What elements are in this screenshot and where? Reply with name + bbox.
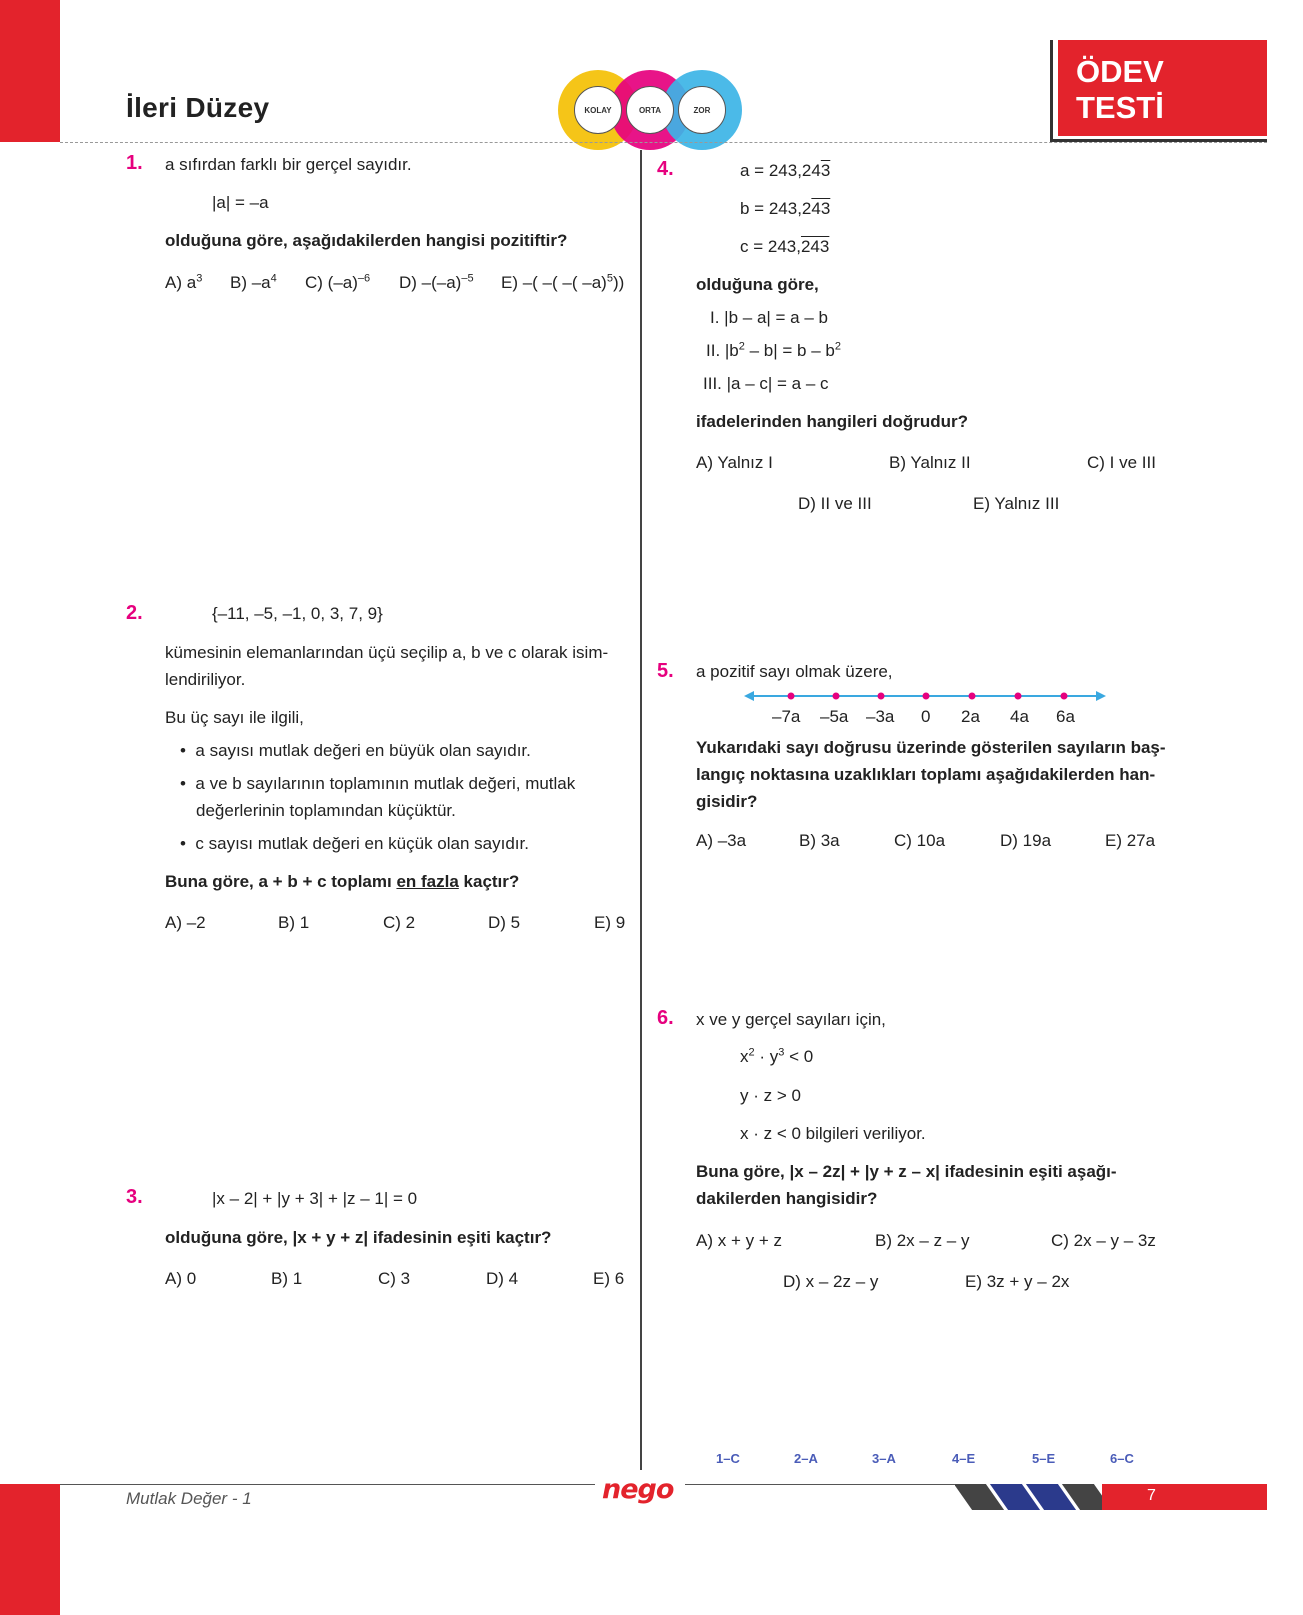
question-4-option-b[interactable]: B) Yalnız II [889,453,971,472]
question-1-intro: a sıfırdan farklı bir gerçel sayıdır. [165,155,412,174]
footer-line-left [60,1484,595,1485]
answer-key-6: 6–C [1110,1451,1134,1466]
question-2-lead: Bu üç sayı ile ilgili, [165,708,304,727]
question-1-option-e[interactable]: E) –( –( –( –a)$^5$)) [501,272,625,292]
footer-subject: Mutlak Değer - 1 [126,1489,252,1508]
question-3-option-a[interactable]: A) 0 [165,1269,197,1288]
question-4-option-a[interactable]: A) Yalnız I [696,453,773,472]
question-5-option-b[interactable]: B) 3a [799,831,840,850]
question-5-number: 5. [657,660,674,682]
publisher-logo: nego [602,1474,674,1505]
question-1-option-b[interactable]: B) $-a^4$ [230,272,277,292]
number-line-point [969,693,976,700]
level-easy: KOLAY [574,86,622,134]
level-hard: ZOR [678,86,726,134]
question-4-value-a: a = 243,243 [740,161,831,180]
number-line-left-arrow [744,691,754,701]
left-red-bar-top [0,0,60,142]
question-2-bullet-1: • a sayısı mutlak değeri en büyük olan sayıdır. [180,741,531,760]
question-4-lead: olduğuna göre, [696,275,819,294]
answer-key-3: 3–A [872,1451,896,1466]
question-2-number: 2. [126,602,143,624]
question-5-text-1: Yukarıdaki sayı doğrusu üzerinde gösterilen sayıların baş- [696,738,1166,757]
number-line-point [1015,693,1022,700]
question-4-option-d[interactable]: D) II ve III [798,494,872,513]
difficulty-indicator [558,70,718,150]
question-2-option-c[interactable]: C) 2 [383,913,416,932]
question-1-equation: |a| = –a [212,193,269,212]
question-4-option-c[interactable]: C) I ve III [1087,453,1156,472]
answer-key-1: 1–C [716,1451,740,1466]
question-2-option-e[interactable]: E) 9 [594,913,626,932]
question-4-text: ifadelerinden hangileri doğrudur? [696,412,969,431]
question-4-statement-1: I. |b – a| = a – b [710,308,828,327]
homework-badge [1058,40,1267,136]
number-line-label: 0 [921,707,931,726]
page-title: İleri Düzey [126,92,270,123]
answer-key-4: 4–E [952,1451,976,1466]
page-number-box [1102,1484,1267,1510]
footer-line-right [685,1484,955,1485]
question-1-text: olduğuna göre, aşağıdakilerden hangisi pozitiftir? [165,231,568,250]
question-2-set: {–11, –5, –1, 0, 3, 7, 9} [212,604,383,623]
question-5-text-2: langıç noktasına uzaklıkları toplamı aşağıdakilerden han- [696,765,1156,784]
number-line-point [833,693,840,700]
question-2-option-a[interactable]: A) –2 [165,913,206,932]
question-6-option-c[interactable]: C) 2x – y – 3z [1051,1231,1156,1250]
column-divider [640,150,642,1470]
question-5-intro: a pozitif sayı olmak üzere, [696,662,893,681]
question-3-option-d[interactable]: D) 4 [486,1269,519,1288]
question-6-condition-1: $x^2 \cdot y^3 < 0$ [740,1046,814,1066]
question-6-text-1: Buna göre, |x – 2z| + |y + z – x| ifadesinin eşiti aşağı- [696,1162,1117,1181]
question-6-condition-3: x · z < 0 bilgileri veriliyor. [740,1124,926,1143]
number-line-point [788,693,795,700]
question-4-number: 4. [657,158,674,180]
question-2-intro-1: kümesinin elemanlarından üçü seçilip a, b ve c olarak isim- [165,643,609,662]
number-line [740,684,1110,708]
level-medium: ORTA [626,86,674,134]
footer-stripes [955,1484,1115,1520]
question-6-option-d[interactable]: D) x – 2z – y [783,1272,879,1291]
question-5-option-d[interactable]: D) 19a [1000,831,1052,850]
number-line-right-arrow [1096,691,1106,701]
bullet-icon: • [180,774,196,793]
question-4-value-c: c = 243,243 [740,237,830,256]
badge-line-1: ÖDEV [1076,54,1164,89]
question-5-option-c[interactable]: C) 10a [894,831,946,850]
question-3-equation: |x – 2| + |y + 3| + |z – 1| = 0 [212,1189,418,1208]
question-4-option-e[interactable]: E) Yalnız III [973,494,1060,513]
question-2-bullet-3: • c sayısı mutlak değeri en küçük olan sayıdır. [180,834,529,853]
question-1-number: 1. [126,152,143,174]
question-3-option-b[interactable]: B) 1 [271,1269,303,1288]
question-6-number: 6. [657,1007,674,1029]
number-line-label: –5a [820,707,849,726]
page-number: 7 [1147,1487,1156,1504]
bullet-icon: • [180,741,196,760]
question-3-number: 3. [126,1186,143,1208]
number-line-point [923,693,930,700]
question-4-statement-2: II. $|b^2 - b| = b - b^2$ [706,340,841,360]
answer-key-2: 2–A [794,1451,818,1466]
number-line-label: –7a [772,707,801,726]
answer-key-5: 5–E [1032,1451,1056,1466]
question-5-text-3: gisidir? [696,792,758,811]
question-3-text: olduğuna göre, |x + y + z| ifadesinin eşiti kaçtır? [165,1228,552,1247]
question-2-text: Buna göre, a + b + c toplamı en fazla kaçtır? [165,872,520,891]
question-2-bullet-2: • a ve b sayılarının toplamının mutlak değeri, mutlak [180,774,576,793]
question-4-value-b: b = 243,243 [740,199,831,218]
number-line-label: 6a [1056,707,1075,726]
question-2-option-b[interactable]: B) 1 [278,913,310,932]
question-1-option-c[interactable]: C) $(-a)^{-6}$ [305,272,371,292]
question-3-option-e[interactable]: E) 6 [593,1269,625,1288]
question-2-bullet-2-cont: değerlerinin toplamından küçüktür. [196,801,456,820]
left-red-bar-bottom [0,1484,60,1615]
question-4-statement-3: III. |a – c| = a – c [703,374,829,393]
number-line-point [878,693,885,700]
badge-line-2: TESTİ [1076,90,1164,125]
bullet-icon: • [180,834,196,853]
question-6-condition-2: y · z > 0 [740,1086,801,1105]
question-5-option-a[interactable]: A) –3a [696,831,747,850]
header-divider [60,142,1267,143]
number-line-point [1061,693,1068,700]
question-6-intro: x ve y gerçel sayıları için, [696,1010,886,1029]
question-6-option-e[interactable]: E) 3z + y – 2x [965,1272,1070,1291]
question-5-option-e[interactable]: E) 27a [1105,831,1156,850]
number-line-label: –3a [866,707,895,726]
question-2-intro-2: lendiriliyor. [165,670,246,689]
question-6-option-b[interactable]: B) 2x – z – y [875,1231,970,1250]
question-3-option-c[interactable]: C) 3 [378,1269,411,1288]
question-1-option-d[interactable]: D) $-(-a)^{-5}$ [399,272,474,292]
question-1-option-a[interactable]: A) $a^3$ [165,272,203,292]
number-line-label: 4a [1010,707,1029,726]
question-2-option-d[interactable]: D) 5 [488,913,521,932]
question-6-option-a[interactable]: A) x + y + z [696,1231,782,1250]
number-line-label: 2a [961,707,980,726]
question-6-text-2: dakilerden hangisidir? [696,1189,878,1208]
